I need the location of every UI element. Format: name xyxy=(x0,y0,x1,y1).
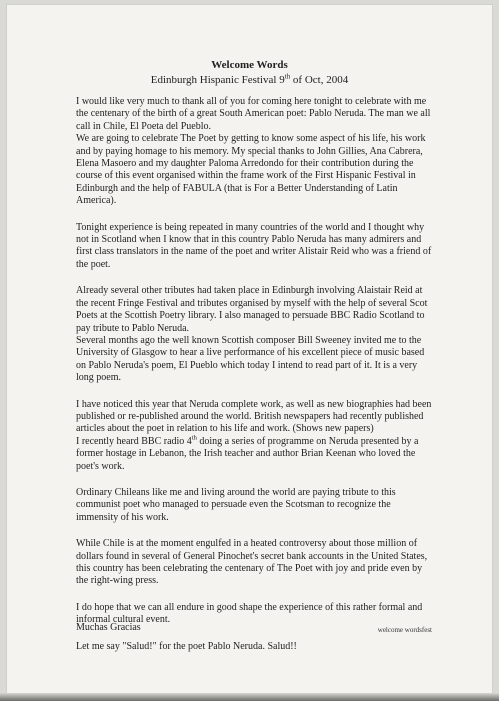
footer-note: welcome wordsfest xyxy=(377,626,432,634)
bbc-text: I recently heard BBC radio 4 xyxy=(76,435,192,447)
paragraph-composer: Several months ago the well known Scottish composer Bill Sweeney invited me to the University of Glasgow to hear a live performance of his excellent piece of music based on Pablo Neruda's poem, El Pueblo which today I intend to read part of it. It is a very long poem. xyxy=(76,334,425,384)
paragraph-hope: I do hope that we can all endure in good shape the experience of this rather formal and informal cultural event. xyxy=(76,601,423,626)
scan-bottom-edge xyxy=(0,693,499,701)
paragraph-tributes: Already several other tributes had taken place in Edinburgh involving Alaistair Reid at the recent Fringe Festival and tributes organised by myself with the help of several Scot Poets at the Scottish Poetry library. I also managed to persuade BBC Radio Scotland to pay tribute to Pablo Neruda. xyxy=(76,285,428,334)
document-page xyxy=(6,4,493,697)
paragraph-publications: I have noticed this year that Neruda complete work, as well as new biographies had been published or re-published around the world. British newspapers had recently published articles about the poet in relation to his life and work. (Shows new papers) xyxy=(76,398,432,435)
closing-text: Muchas Gracias xyxy=(76,622,141,633)
bbc-ordinal: th xyxy=(191,434,197,442)
subtitle-ordinal: th xyxy=(284,72,291,81)
paragraph-bbc-radio xyxy=(76,436,432,473)
paragraph-scotland: Tonight experience is being repeated in many countries of the world and I thought why not in Scotland when I know that in this country Pablo Neruda has many admirers and first class translators in the name of the poet and writer Alistair Reid who was a friend of the poet. xyxy=(76,221,432,270)
paragraph-salud: Let me say "Salud!" for the poet Pablo Neruda. Salud!! xyxy=(76,640,297,652)
bbc-text-cont: doing a series of programme on Neruda presented by a former hostage in Lebanon, the Irish teacher and author Brian Keenan who loved the poet's work. xyxy=(76,435,419,472)
paragraph-chileans: Ordinary Chileans like me and living around the world are paying tribute to this communist poet who managed to persuade even the Scotsman to recognize the immensity of his work. xyxy=(76,486,396,523)
document-body xyxy=(76,96,432,667)
document-title: Welcome Words xyxy=(211,59,288,71)
document-subtitle xyxy=(6,74,493,86)
paragraph-controversy: While Chile is at the moment engulfed in a heated controversy about those million of dollars found in several of General Pinochet's secret bank accounts in the United States, this country has been celebrating the centenary of The Poet with joy and pride even by the right-wing press. xyxy=(76,538,428,587)
subtitle-text: Edinburgh Hispanic Festival 9 xyxy=(150,74,285,86)
paragraph-celebration: We are going to celebrate The Poet by getting to know some aspect of his life, his work and by paying homage to his memory. My special thanks to John Gillies, Ana Cabrera, Elena Masoero and my daughter Paloma Arredondo for their contribution during the course of this event organised within the frame work of the First Hispanic Festival in Edinburgh and the help of FABULA (that is For a Better Understanding of Latin America). xyxy=(76,133,426,207)
paragraph-opening: I would like very much to thank all of you for coming here tonight to celebrate with me the centenary of the birth of a great South American poet: Pablo Neruda. The man we all call in Chile, El Poeta del Pueblo. xyxy=(76,96,431,132)
subtitle-date: of Oct, 2004 xyxy=(290,74,349,86)
